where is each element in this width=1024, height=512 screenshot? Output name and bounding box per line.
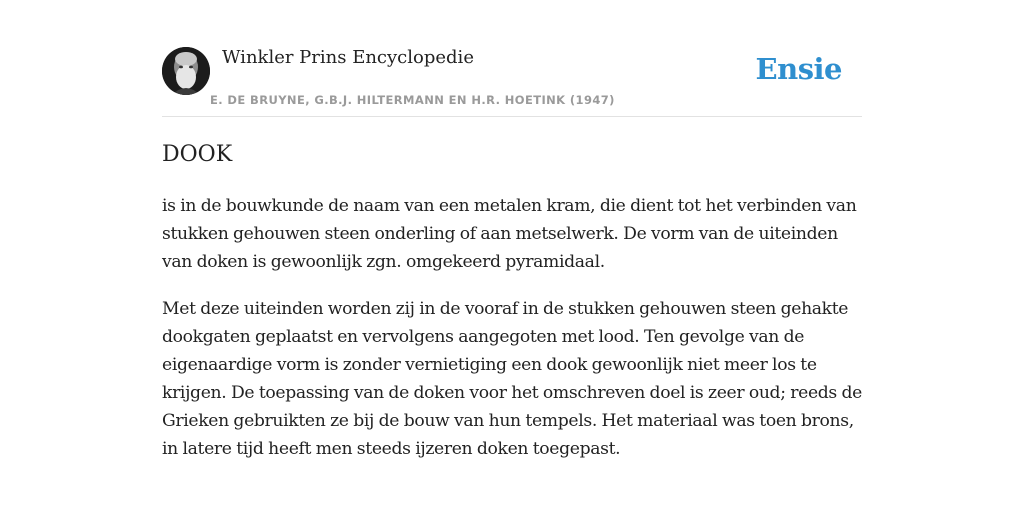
article-paragraph: is in de bouwkunde de naam van een metalen kram, die dient tot het verbinden van stukken gehouwen steen onderling of aan metselwerk. De vorm van de uiteinden van doken is gewoonlijk zgn. omgekeerd pyramidaal.	[162, 196, 857, 272]
article-paragraph: Met deze uiteinden worden zij in de vooraf in de stukken gehouwen steen gehakte dookgaten geplaatst en vervolgens aangegoten met lood. Ten gevolge van de eigenaardige vorm is zonder vernietiging een dook gewoonlijk niet meer los te krijgen. De toepassing van de doken voor het omschreven doel is zeer oud; reeds de Grieken gebruikten ze bij de bouw van hun tempels. Het materiaal was toen brons, in latere tijd heeft men steeds ijzeren doken toegepast.	[162, 299, 862, 459]
source-header	[162, 0, 862, 117]
source-authors: E. DE BRUYNE, G.B.J. HILTERMANN EN H.R. HOETINK (1947)	[210, 93, 615, 107]
source-title[interactable]: Winkler Prins Encyclopedie	[222, 47, 474, 68]
page	[162, 0, 862, 459]
brand-logo-link[interactable]: Ensie	[755, 52, 842, 86]
portrait-image	[162, 47, 210, 95]
article-body	[162, 192, 862, 482]
article-headword: DOOK	[162, 142, 233, 167]
author-avatar[interactable]	[162, 47, 210, 95]
